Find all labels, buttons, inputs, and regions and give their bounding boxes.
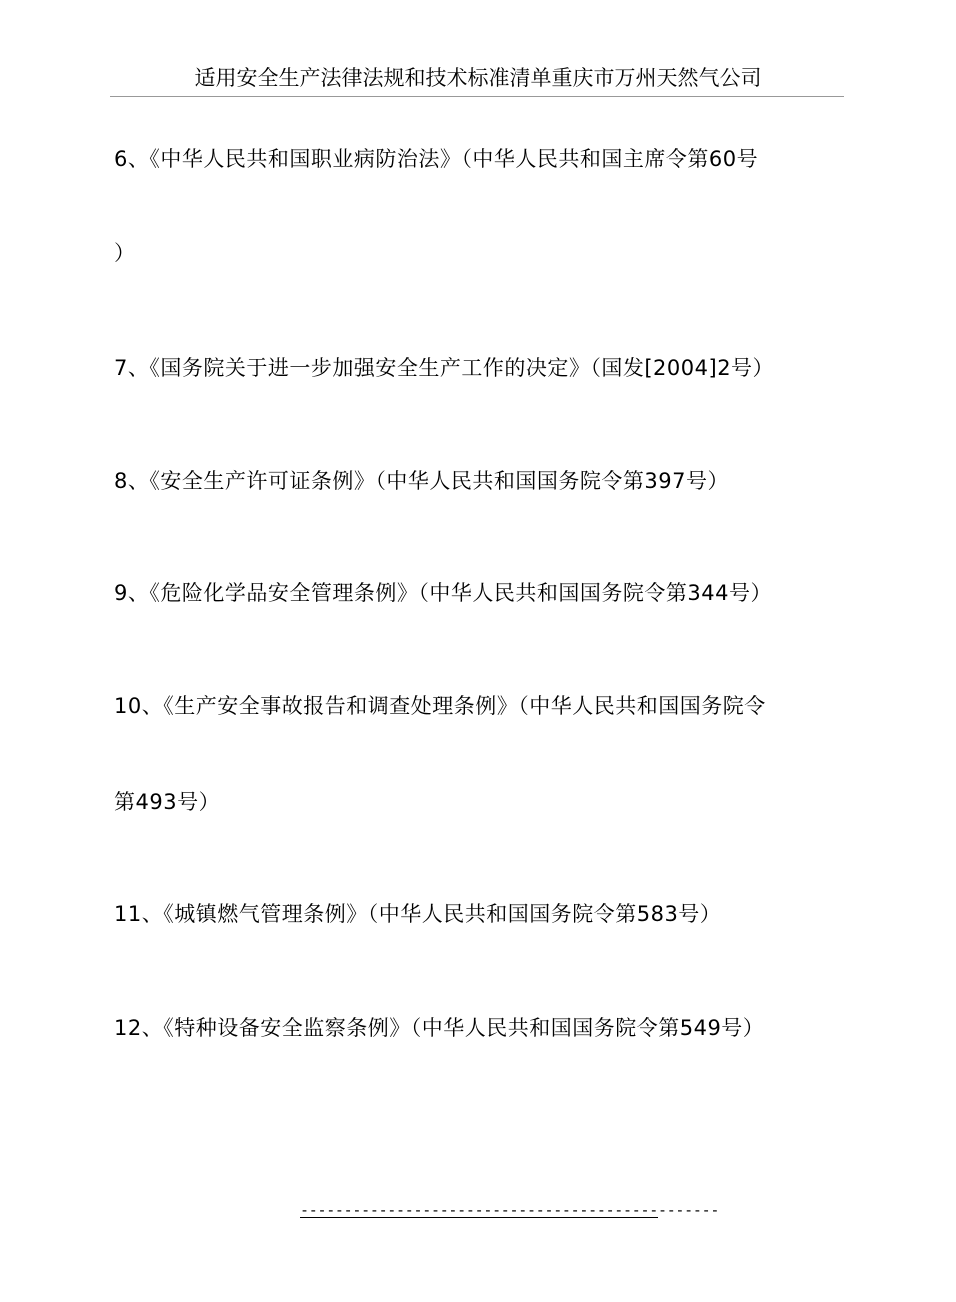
- header-divider: [110, 96, 844, 97]
- list-item-12: 12、《特种设备安全监察条例》（中华人民共和国国务院令第549号）: [114, 1016, 765, 1040]
- list-item-6: 6、《中华人民共和国职业病防治法》（中华人民共和国主席令第60号: [114, 147, 759, 171]
- list-item-9: 9、《危险化学品安全管理条例》（中华人民共和国国务院令第344号）: [114, 581, 772, 605]
- page-header-title: 适用安全生产法律法规和技术标准清单重庆市万州天然气公司: [194, 66, 762, 90]
- list-item-8: 8、《安全生产许可证条例》（中华人民共和国国务院令第397号）: [114, 469, 729, 493]
- list-item-6-continuation: ）: [114, 241, 136, 265]
- list-item-10: 10、《生产安全事故报告和调查处理条例》（中华人民共和国国务院令: [114, 694, 766, 718]
- footer-dash-rule: ------------------------------------------------: [300, 1201, 720, 1219]
- list-item-10-continuation: 第493号）: [114, 790, 221, 814]
- list-item-7: 7、《国务院关于进一步加强安全生产工作的决定》（国发[2004]2号）: [114, 356, 775, 380]
- list-item-11: 11、《城镇燃气管理条例》（中华人民共和国国务院令第583号）: [114, 902, 722, 926]
